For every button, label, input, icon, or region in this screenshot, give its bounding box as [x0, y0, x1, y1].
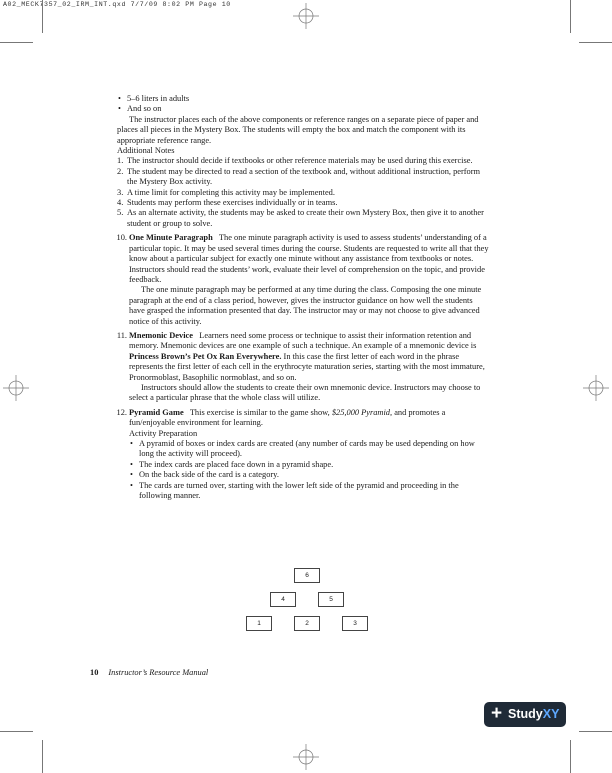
page-body	[117, 94, 490, 501]
page-number: 10	[90, 668, 99, 677]
crop-mark-top-right	[570, 0, 571, 33]
crop-mark-bottom-left-h	[0, 731, 33, 732]
paragraph: The one minute paragraph may be performed at any time during the class. Composing the one minute paragraph at the end of a class period, however, gives the instructor guidance on how well the students have grasped the information presented that day. The instructor may or may not choose to give advanced notice of this activity.	[129, 285, 482, 326]
item-title: Pyramid Game	[129, 407, 184, 417]
list-item: 2. The student may be directed to read a section of the textbook and, without additional instruction, perform the Mystery Box activity.	[117, 166, 481, 187]
list-item: • The cards are turned over, starting with the lower left side of the pyramid and proceeding in the following manner.	[129, 481, 490, 502]
list-item: 3. A time limit for completing this activity may be implemented.	[117, 187, 335, 197]
list-item: 4. Students may perform these exercises individually or in teams.	[117, 198, 338, 208]
registration-mark-right	[583, 375, 609, 401]
crop-mark-top-left	[42, 0, 43, 33]
pyramid-card-2: 2	[294, 616, 320, 631]
pyramid-card-1: 1	[246, 616, 272, 631]
pyramid-diagram	[117, 560, 490, 640]
studyxy-badge	[484, 702, 566, 727]
crop-mark-bottom-right	[570, 740, 571, 773]
paragraph: The instructor places each of the above components or reference ranges on a separate piece of paper and places all pieces in the Mystery Box. The students will empty the box and match the component with its appropriate reference range.	[117, 114, 479, 145]
registration-mark-bottom	[293, 744, 319, 770]
crop-mark-top-right-h	[579, 42, 612, 43]
crop-mark-bottom-left	[42, 740, 43, 773]
list-item: • The index cards are placed face down in a pyramid shape.	[129, 460, 490, 470]
list-item: • On the back side of the card is a category.	[129, 470, 490, 480]
crop-mark-bottom-right-h	[579, 731, 612, 732]
item-one-minute-paragraph: 10. One Minute Paragraph The one minute paragraph activity is used to assess students’ understanding of a particular topic. It may be used several times during the course. Students are requested to write all that they know about a particular subject for exactly one minute without any assistance from textbooks or notes. Instructors should read the students’ work, evaluate their level of comprehension on the topic, and provide feedback. The one minute paragraph may be performed at any time during the class. Composing the one minute paragraph at the end of a class period, however, gives the instructor guidance on how well the students have grasped the information presented that day. The instructor may or may not choose to give advanced notice of this activity.	[116, 233, 489, 326]
list-item: 1. The instructor should decide if textbooks or other reference materials may be used during this exercise.	[117, 156, 473, 166]
page-footer	[90, 668, 208, 677]
item-pyramid-game: 12. Pyramid Game This exercise is similar to the game show, $25,000 Pyramid, and promotes a fun/enjoyable environment for learning. Activity Preparation • A pyramid of boxes or index cards are created (any number of cards may be used depending on how long the activity will proceed). • The index cards are placed face down in a pyramid shape. • On the back side of the card is a category. • The cards are turned over, starting with the lower left side of the pyramid and proceeding in the following manner.	[117, 408, 490, 502]
crop-mark-top-left-h	[0, 42, 33, 43]
badge-text: StudyXY	[508, 707, 560, 721]
paragraph: Instructors should allow the students to create their own mnemonic device. Instructors may choose to select a particular phrase that the whole class will utilize.	[129, 382, 481, 403]
pyramid-card-6: 6	[294, 568, 320, 583]
list-item: • 5–6 liters in adults	[117, 94, 490, 104]
pyramid-card-3: 3	[342, 616, 368, 631]
pyramid-card-4: 4	[270, 592, 296, 607]
plus-icon: +	[491, 703, 503, 724]
registration-mark-top	[293, 3, 319, 29]
item-title: Mnemonic Device	[129, 330, 193, 340]
printer-slug: A02_MECK7357_02_IRM_INT.qxd 7/7/09 8:02 PM Page 10	[3, 1, 231, 8]
item-mnemonic-device: 11. Mnemonic Device Learners need some process or technique to assist their information retention and memory. Mnemonic devices are one example of such a technique. An example of a mnemonic device is Princess Brown’s Pet Ox Ran Everywhere. In this case the first letter of each word in the phrase represents the first letter of each cell in the erythrocyte maturation series, starting with the most immature, Pronormoblast, Basophilic normoblast, and so on. Instructors should allow the students to create their own mnemonic device. Instructors may choose to select a particular phrase that the whole class will utilize.	[117, 331, 490, 404]
item-title: One Minute Paragraph	[129, 233, 213, 243]
section-heading: Additional Notes	[117, 146, 175, 156]
registration-mark-left	[3, 375, 29, 401]
list-item: • A pyramid of boxes or index cards are created (any number of cards may be used depending on how long the activity will proceed).	[129, 439, 490, 460]
list-item: • And so on	[117, 104, 490, 114]
pyramid-card-5: 5	[318, 592, 344, 607]
list-item: 5. As an alternate activity, the students may be asked to create their own Mystery Box, then give it to another student or group to solve.	[117, 208, 484, 228]
running-footer-title: Instructor’s Resource Manual	[108, 668, 209, 677]
section-heading: Activity Preparation	[129, 428, 198, 438]
